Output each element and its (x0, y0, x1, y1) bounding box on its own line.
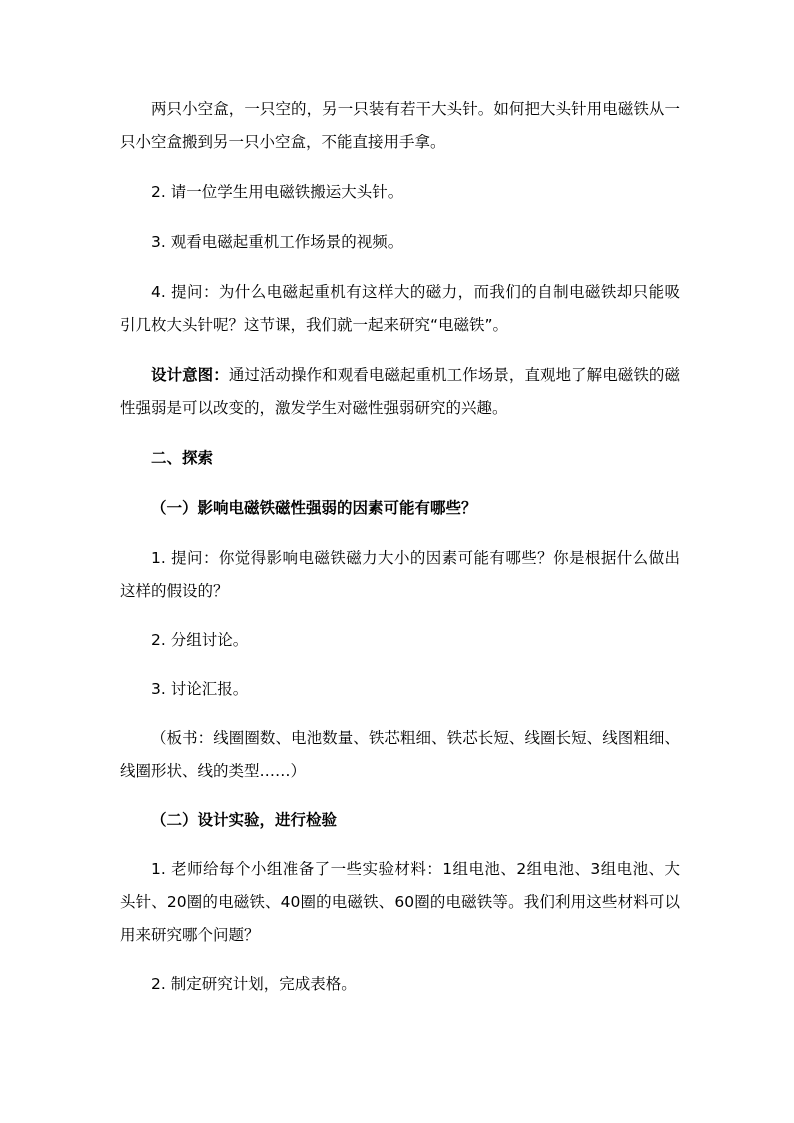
paragraph-design-intent (120, 359, 680, 425)
paragraph-materials: 1. 老师给每个小组准备了一些实验材料：1组电池、2组电池、3组电池、大头针、20圈的电磁铁、40圈的电磁铁、60圈的电磁铁等。我们利用这些材料可以用来研究哪个问题？ (120, 860, 680, 944)
paragraph-step-4: 4. 提问：为什么电磁起重机有这样大的磁力，而我们的自制电磁铁却只能吸引几枚大头针呢？这节课，我们就一起来研究“电磁铁”。 (120, 283, 680, 334)
paragraph-intro: 两只小空盒，一只空的，另一只装有若干大头针。如何把大头针用电磁铁从一只小空盒搬到另一只小空盒，不能直接用手拿。 (120, 100, 680, 151)
paragraph-step-3: 3. 观看电磁起重机工作场景的视频。 (151, 233, 404, 251)
subsection-heading-factors: （一）影响电磁铁磁性强弱的因素可能有哪些？ (151, 499, 477, 517)
section-heading-explore: 二、探索 (151, 449, 214, 467)
paragraph-step-2: 2. 请一位学生用电磁铁搬运大头针。 (151, 183, 404, 201)
design-intent-text: 通过活动操作和观看电磁起重机工作场景，直观地了解电磁铁的磁性强弱是可以改变的，激发学生对磁性强弱研究的兴趣。 (120, 366, 680, 417)
paragraph-question: 1. 提问：你觉得影响电磁铁磁力大小的因素可能有哪些？你是根据什么做出这样的假设的？ (120, 549, 680, 600)
paragraph-board-notes: （板书：线圈圈数、电池数量、铁芯粗细、铁芯长短、线圈长短、线图粗细、线圈形状、线的类型……） (120, 729, 680, 780)
subsection-heading-experiment: （二）设计实验，进行检验 (151, 811, 338, 829)
design-intent-label: 设计意图： (151, 366, 229, 384)
paragraph-plan: 2. 制定研究计划，完成表格。 (151, 975, 357, 993)
paragraph-group-discussion: 2. 分组讨论。 (151, 631, 249, 649)
document-page (120, 93, 680, 1001)
paragraph-report: 3. 讨论汇报。 (151, 680, 249, 698)
